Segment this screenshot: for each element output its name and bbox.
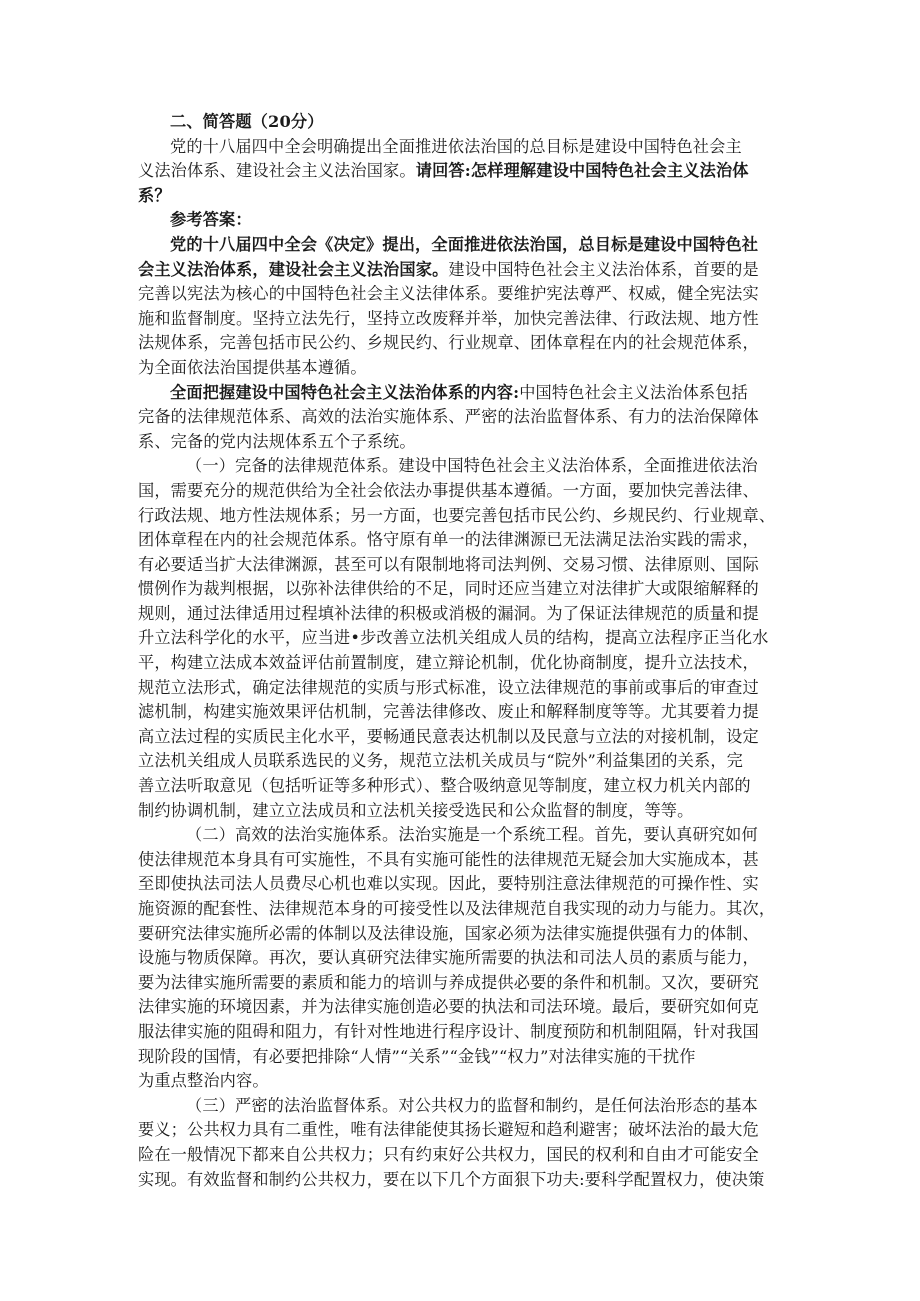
text-line xyxy=(138,799,790,824)
text-line xyxy=(138,504,790,529)
body-text: 行政法规、地方性法规体系；另一方面，也要完善包括市民公约、乡规民约、行业规章、 xyxy=(138,505,776,525)
text-line xyxy=(138,676,790,701)
body-text: 至即使执法司法人员费尽心机也难以实现。因此，要特别注意法律规范的可操作性、实 xyxy=(138,874,759,894)
text-line xyxy=(138,110,790,135)
text-line xyxy=(138,946,790,971)
body-text: 施和监督制度。坚持立法先行，坚持立改废释并举，加快完善法律、行政法规、地方性 xyxy=(138,308,759,328)
text-line xyxy=(138,479,790,504)
body-text: 党的十八届四中全会明确提出全面推进依法治国的总目标是建设中国特色社会主 xyxy=(170,136,742,156)
text-line xyxy=(138,331,790,356)
text-line xyxy=(138,1168,790,1193)
body-text: 中国特色社会主义法治体系包括 xyxy=(519,382,748,402)
body-text: 立法机关组成人员联系选民的义务，规范立法机关成员与“院外”利益集团的关系，完 xyxy=(138,751,743,771)
text-line xyxy=(138,626,790,651)
body-text: 有必要适当扩大法律渊源，甚至可以有限制地将司法判例、交易习惯、法律原则、国际 xyxy=(138,554,759,574)
body-text: 现阶段的国情，有必要把排除“人情”“关系”“金钱”“权力”对法律实施的干扰作 xyxy=(138,1046,696,1066)
bold-text: 参考答案： xyxy=(170,210,252,230)
body-text: 实现。有效监督和制约公共权力，要在以下几个方面狠下功夫:要科学配置权力，使决策 xyxy=(138,1169,765,1189)
body-text: 滤机制，构建实施效果评估机制，完善法律修改、废止和解释制度等等。尤其要着力提 xyxy=(138,702,759,722)
text-line xyxy=(138,208,790,233)
body-text: 设施与物质保障。再次，要认真研究法律实施所需要的执法和司法人员的素质与能力， xyxy=(138,948,759,968)
text-line xyxy=(138,1020,790,1045)
body-text: 善立法听取意见（包括听证等多种形式）、整合吸纳意见等制度，建立权力机关内部的 xyxy=(138,776,751,796)
document-body xyxy=(138,110,790,1192)
body-text: （三）严密的法治监督体系。对公共权力的监督和制约，是任何法治形态的基本 xyxy=(186,1095,758,1115)
bold-text: 全面把握建设中国特色社会主义法治体系的内容: xyxy=(170,382,520,402)
body-text: 要义；公共权力具有二重性，唯有法律能使其扬长避短和趋利避害；破坏法治的最大危 xyxy=(138,1120,759,1140)
text-line xyxy=(138,971,790,996)
body-text: 平，构建立法成本效益评估前置制度，建立辩论机制，优化协商制度，提升立法技术， xyxy=(138,653,759,673)
text-line xyxy=(138,651,790,676)
body-text: 系、完备的党内法规体系五个子系统。 xyxy=(138,431,416,451)
text-line xyxy=(138,454,790,479)
text-line xyxy=(138,823,790,848)
text-line xyxy=(138,282,790,307)
text-line xyxy=(138,553,790,578)
text-line xyxy=(138,135,790,160)
text-line xyxy=(138,995,790,1020)
body-text: 高立法过程的实质民主化水平，要畅通民意表达机制以及民意与立法的对接机制，设定 xyxy=(138,726,759,746)
text-line xyxy=(138,1069,790,1094)
text-line xyxy=(138,725,790,750)
body-text: 团体章程在内的社会规范体系。恪守原有单一的法律渊源已无法满足法治实践的需求， xyxy=(138,530,759,550)
body-text: （二）高效的法治实施体系。法治实施是一个系统工程。首先，要认真研究如何 xyxy=(186,825,758,845)
body-text: 法律实施的环境因素，并为法律实施创造必要的执法和司法环境。最后，要研究如何克 xyxy=(138,997,759,1017)
body-text: 升立法科学化的水平，应当进•步改善立法机关组成人员的结构，提高立法程序正当化水 xyxy=(138,628,769,648)
text-line xyxy=(138,258,790,283)
text-line xyxy=(138,159,790,184)
bold-text: 二、简答题（20分） xyxy=(170,112,324,131)
bold-text: 请回答:怎样理解建设中国特色社会主义法治体 xyxy=(415,161,749,181)
body-text: 义法治体系、建设社会主义法治国家。 xyxy=(138,161,416,181)
text-line xyxy=(138,430,790,455)
text-line xyxy=(138,381,790,406)
body-text: 使法律规范本身具有可实施性，不具有实施可能性的法律规范无疑会加大实施成本，甚 xyxy=(138,849,759,869)
body-text: （一）完备的法律规范体系。建设中国特色社会主义法治体系，全面推进依法治 xyxy=(186,456,758,476)
text-line xyxy=(138,1118,790,1143)
body-text: 制约协调机制，建立立法成员和立法机关接受选民和公众监督的制度，等等。 xyxy=(138,800,694,820)
text-line xyxy=(138,356,790,381)
bold-text: 系？ xyxy=(138,185,171,205)
text-line xyxy=(138,872,790,897)
text-line xyxy=(138,233,790,258)
bold-text: 党的十八届四中全会《决定》提出，全面推进依法治国，总目标是建设中国特色社 xyxy=(170,234,759,254)
body-text: 施资源的配套性、法律规范本身的可接受性以及法律规范自我实现的动力与能力。其次， xyxy=(138,899,776,918)
body-text: 要研究法律实施所必需的体制以及法律设施，国家必须为法律实施提供强有力的体制、 xyxy=(138,923,759,943)
text-line xyxy=(138,922,790,947)
body-text: 险在一般情况下都来自公共权力；只有约束好公共权力，国民的权利和自由才可能安全 xyxy=(138,1144,759,1164)
body-text: 完善以宪法为核心的中国特色社会主义法律体系。要维护宪法尊严、权威，健全宪法实 xyxy=(138,284,759,304)
body-text: 建设中国特色社会主义法治体系，首要的是 xyxy=(448,259,759,279)
body-text: 法规体系，完善包括市民公约、乡规民约、行业规章、团体章程在内的社会规范体系， xyxy=(138,333,759,353)
body-text: 为全面依法治国提供基本遵循。 xyxy=(138,357,367,377)
text-line xyxy=(138,528,790,553)
text-line xyxy=(138,1143,790,1168)
text-line xyxy=(138,897,790,922)
text-line xyxy=(138,577,790,602)
text-line xyxy=(138,848,790,873)
body-text: 国，需要充分的规范供给为全社会依法办事提供基本遵循。一方面，要加快完善法律、 xyxy=(138,480,759,500)
body-text: 服法律实施的阻碍和阻力，有针对性地进行程序设计、制度预防和机制阻隔，针对我国 xyxy=(138,1021,759,1041)
text-line xyxy=(138,405,790,430)
bold-text: 会主义法治体系，建设社会主义法治国家。 xyxy=(138,259,449,279)
body-text: 规范立法形式，确定法律规范的实质与形式标准，设立法律规范的事前或事后的审查过 xyxy=(138,677,759,697)
text-line xyxy=(138,307,790,332)
body-text: 为重点整治内容。 xyxy=(138,1071,269,1091)
text-line xyxy=(138,700,790,725)
body-text: 完备的法律规范体系、高效的法治实施体系、严密的法治监督体系、有力的法治保障体 xyxy=(138,407,759,427)
text-line xyxy=(138,1094,790,1119)
text-line xyxy=(138,774,790,799)
body-text: 惯例作为裁判根据，以弥补法律供给的不足，同时还应当建立对法律扩大或限缩解释的 xyxy=(138,579,759,599)
body-text: 要为法律实施所需要的素质和能力的培训与养成提供必要的条件和机制。又次，要研究 xyxy=(138,972,759,992)
text-line xyxy=(138,602,790,627)
text-line xyxy=(138,184,790,209)
text-line xyxy=(138,749,790,774)
text-line xyxy=(138,1045,790,1070)
body-text: 规则，通过法律适用过程填补法律的积极或消极的漏洞。为了保证法律规范的质量和提 xyxy=(138,603,759,623)
